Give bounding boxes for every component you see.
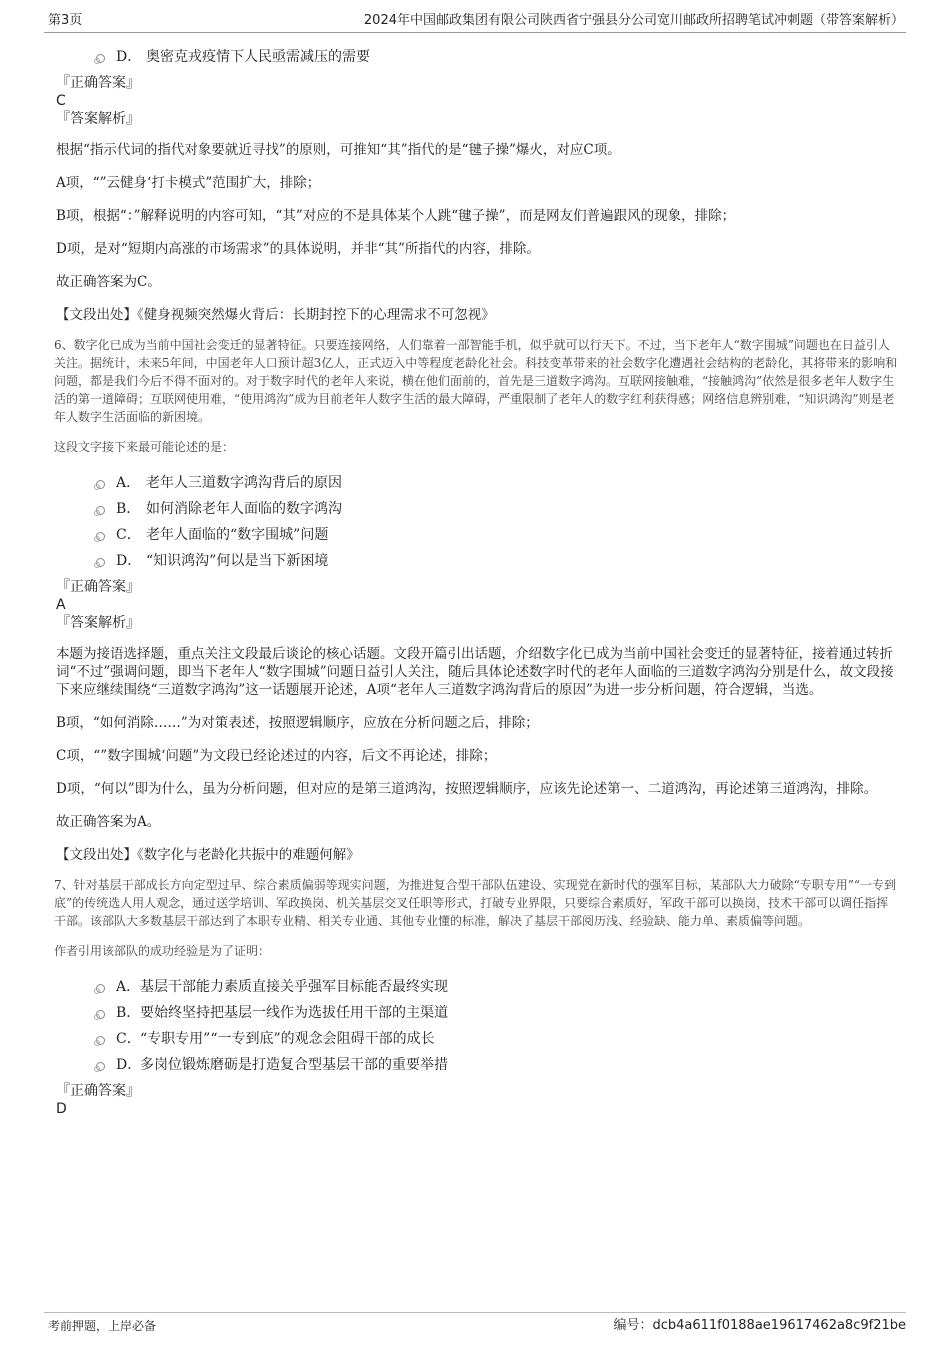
q6-option-b[interactable]: B． 如何消除老年人面临的数字鸿沟 xyxy=(54,496,900,522)
analysis-paragraph: B项，“如何消除……”为对策表述，按照逻辑顺序，应放在分析问题之后，排除； xyxy=(56,715,539,731)
answer-value: C xyxy=(56,93,66,109)
radio-icon[interactable] xyxy=(96,506,105,515)
question-text: 7、针对基层干部成长方向定型过早、综合素质偏弱等现实问题，为推进复合型干部队伍建设、实现党在新时代的强军目标，某部队大力破除“专职专用”“一专到底”的传统选人用人观念，通过送学培训、军政换岗、机关基层交叉任职等形式，打破专业界限，只要综合素质好，军政干部可以换岗，技术干部可以调任指挥干部。该部队大多数基层干部达到了本职专业精、相关专业通、其他专业懂的标准，解决了基层干部阅历浅、经验缺、能力单、素质偏等问题。 xyxy=(54,878,897,928)
analysis-paragraph: 故正确答案为C。 xyxy=(56,274,161,290)
q6-option-d[interactable]: D． “知识鸿沟”何以是当下新困境 xyxy=(54,548,900,574)
radio-icon[interactable] xyxy=(96,1036,105,1045)
analysis-paragraph: 本题为接语选择题，重点关注文段最后谈论的核心话题。文段开篇引出话题，介绍数字化已成为当前中国社会变迁的显著特征，接着通过转折词“不过”强调问题，即当下老年人“数字围城”问题日益引人关注，随后具体论述数字时代的老年人面临的三道数字鸿沟分别是什么，故文段接下来应继续围绕“三道数字鸿沟”这一话题展开论述，A项“老年人三道数字鸿沟背后的原因”为进一步分析问题，符合逻辑，当选。 xyxy=(56,646,894,698)
radio-icon[interactable] xyxy=(96,558,105,567)
document-id: 编号：dcb4a611f0188ae19617462a8c9f21be xyxy=(613,1318,906,1333)
page-header xyxy=(44,10,906,33)
question-text: 6、数字化已成为当前中国社会变迁的显著特征。只要连接网络，人们靠着一部智能手机，似乎就可以行天下。不过，当下老年人“数字围城”问题也在日益引人关注。据统计，未来5年间，中国老年人口预计超3亿人，正式迈入中等程度老龄化社会。科技变革带来的社会数字化遭遇社会结构的老龄化，其将带来的影响和问题，都是我们今后不得不面对的。对于数字时代的老年人来说，横在他们面前的，首先是三道数字鸿沟。互联网接触难，“接触鸿沟”依然是很多老年人数字生活的第一道障碍；互联网使用难，“使用鸿沟”成为目前老年人数字生活的最大障碍，严重限制了老年人的数字红利获得感；网络信息辨别难，“知识鸿沟”则是老年人数字生活面临的新困境。 xyxy=(54,338,898,424)
footer-slogan: 考前押题，上岸必备 xyxy=(48,1319,157,1333)
analysis-label: 『答案解析』 xyxy=(56,111,140,127)
analysis-paragraph: D项，是对“短期内高涨的市场需求”的具体说明，并非“其”所指代的内容，排除。 xyxy=(56,241,540,257)
answer-value: D xyxy=(56,1101,67,1117)
radio-icon[interactable] xyxy=(96,1010,105,1019)
radio-icon[interactable] xyxy=(96,532,105,541)
q5-option-d[interactable]: D． 奥密克戎疫情下人民亟需减压的需要 xyxy=(54,44,900,70)
analysis-paragraph: D项，“何以”即为什么，虽为分析问题，但对应的是第三道鸿沟，按照逻辑顺序，应该先论述第一、二道鸿沟，再论述第三道鸿沟，排除。 xyxy=(56,781,878,797)
analysis-paragraph: 故正确答案为A。 xyxy=(56,814,161,830)
radio-icon[interactable] xyxy=(96,1062,105,1071)
q7-option-a[interactable]: A． 基层干部能力素质直接关乎强军目标能否最终实现 xyxy=(54,974,900,1000)
page-content xyxy=(54,44,900,1118)
radio-icon[interactable] xyxy=(96,984,105,993)
answer-label: 『正确答案』 xyxy=(56,1083,140,1099)
answer-label: 『正确答案』 xyxy=(56,579,140,595)
source-citation: 【文段出处】《健身视频突然爆火背后：长期封控下的心理需求不可忽视》 xyxy=(56,307,495,323)
analysis-paragraph: A项，“”云健身‘打卡模式”范围扩大，排除； xyxy=(56,175,321,191)
question-prompt: 作者引用该部队的成功经验是为了证明： xyxy=(54,944,271,958)
radio-icon[interactable] xyxy=(96,480,105,489)
radio-icon[interactable] xyxy=(96,54,105,63)
analysis-label: 『答案解析』 xyxy=(56,615,140,631)
page-footer xyxy=(44,1312,906,1335)
analysis-paragraph: C项，“”数字围城‘问题”为文段已经论述过的内容，后文不再论述，排除； xyxy=(56,748,497,764)
q7-option-d[interactable]: D． 多岗位锻炼磨砺是打造复合型基层干部的重要举措 xyxy=(54,1052,900,1078)
q6-option-a[interactable]: A． 老年人三道数字鸿沟背后的原因 xyxy=(54,470,900,496)
answer-value: A xyxy=(56,597,66,613)
page-number: 第3页 xyxy=(48,13,83,28)
q6-option-c[interactable]: C． 老年人面临的“数字围城”问题 xyxy=(54,522,900,548)
q7-option-c[interactable]: C． “专职专用”“一专到底”的观念会阻碍干部的成长 xyxy=(54,1026,900,1052)
source-citation: 【文段出处】《数字化与老龄化共振中的难题何解》 xyxy=(56,847,360,863)
answer-label: 『正确答案』 xyxy=(56,75,140,91)
question-prompt: 这段文字接下来最可能论述的是： xyxy=(54,440,235,454)
analysis-paragraph: 根据“指示代词的指代对象要就近寻找”的原则，可推知“其”指代的是“毽子操”爆火，对应C项。 xyxy=(56,142,621,158)
document-title: 2024年中国邮政集团有限公司陕西省宁强县分公司宽川邮政所招聘笔试冲刺题（带答案解析） xyxy=(363,13,904,28)
q7-option-b[interactable]: B． 要始终坚持把基层一线作为选拔任用干部的主渠道 xyxy=(54,1000,900,1026)
analysis-paragraph: B项，根据“：”解释说明的内容可知，“其”对应的不是具体某个人跳“毽子操”，而是网友们普遍跟风的现象，排除； xyxy=(56,208,736,224)
